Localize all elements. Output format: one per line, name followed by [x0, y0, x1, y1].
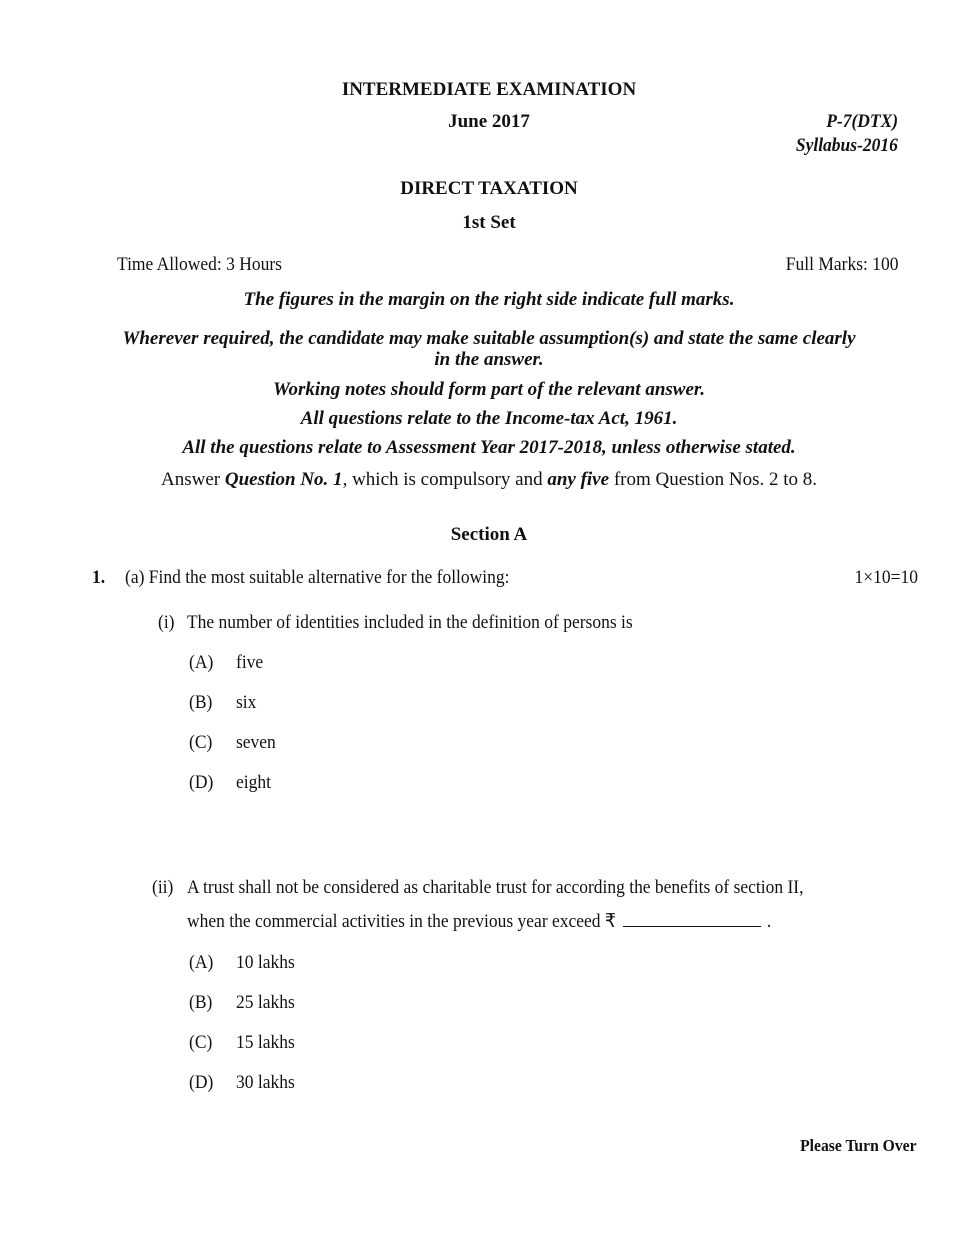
text: any five — [547, 469, 610, 490]
text: Answer — [160, 469, 225, 490]
option-label: (C) — [189, 732, 213, 753]
answer-instruction — [0, 469, 978, 491]
option-label: (D) — [189, 1072, 214, 1093]
time-allowed: Time Allowed: 3 Hours — [117, 254, 282, 275]
instruction: All questions relate to the Income-tax Act, 1961. — [300, 408, 678, 429]
option-text: 15 lakhs — [236, 1032, 295, 1053]
subquestion-label: (ii) — [152, 877, 174, 898]
option-text: 10 lakhs — [236, 952, 295, 973]
option-text: seven — [236, 732, 276, 753]
question-number: 1. — [92, 567, 106, 588]
subquestion-text: A trust shall not be considered as charitable trust for according the benefits of section II, — [187, 877, 804, 898]
text: . — [766, 911, 772, 932]
instruction: Wherever required, the candidate may make suitable assumption(s) and state the same clearly — [122, 328, 856, 349]
instruction: in the answer. — [434, 349, 544, 370]
instruction: Working notes should form part of the relevant answer. — [273, 379, 705, 400]
option-text: 30 lakhs — [236, 1072, 295, 1093]
question-marks: 1×10=10 — [854, 567, 918, 588]
text: when the commercial activities in the previous year exceed ₹ — [187, 911, 617, 932]
set-label: 1st Set — [462, 212, 516, 233]
option-label: (B) — [189, 692, 213, 713]
text: , which is compulsory and — [342, 469, 548, 490]
subquestion-text: The number of identities included in the definition of persons is — [187, 612, 633, 633]
option-label: (A) — [189, 652, 214, 673]
paper-code: P-7(DTX) — [826, 111, 898, 132]
text: Question No. 1 — [224, 469, 343, 490]
exam-title: INTERMEDIATE EXAMINATION — [341, 79, 637, 100]
answer-blank — [623, 912, 761, 927]
option-label: (D) — [189, 772, 214, 793]
subquestion-label: (i) — [158, 612, 175, 633]
exam-session: June 2017 — [448, 111, 530, 132]
option-text: eight — [236, 772, 271, 793]
syllabus: Syllabus-2016 — [796, 135, 898, 156]
option-label: (B) — [189, 992, 213, 1013]
subject-title: DIRECT TAXATION — [400, 178, 578, 199]
option-label: (C) — [189, 1032, 213, 1053]
subquestion-text-continued — [187, 911, 771, 933]
question-part: (a) Find the most suitable alternative for the following: — [125, 567, 510, 588]
instruction: All the questions relate to Assessment Year 2017-2018, unless otherwise stated. — [182, 437, 796, 458]
text: from Question Nos. 2 to 8. — [609, 469, 817, 490]
instruction: The figures in the margin on the right side indicate full marks. — [243, 289, 735, 310]
option-label: (A) — [189, 952, 214, 973]
full-marks: Full Marks: 100 — [785, 254, 898, 275]
page-footer: Please Turn Over — [800, 1136, 917, 1155]
option-text: six — [236, 692, 257, 713]
section-heading: Section A — [450, 524, 528, 545]
option-text: 25 lakhs — [236, 992, 295, 1013]
option-text: five — [236, 652, 264, 673]
